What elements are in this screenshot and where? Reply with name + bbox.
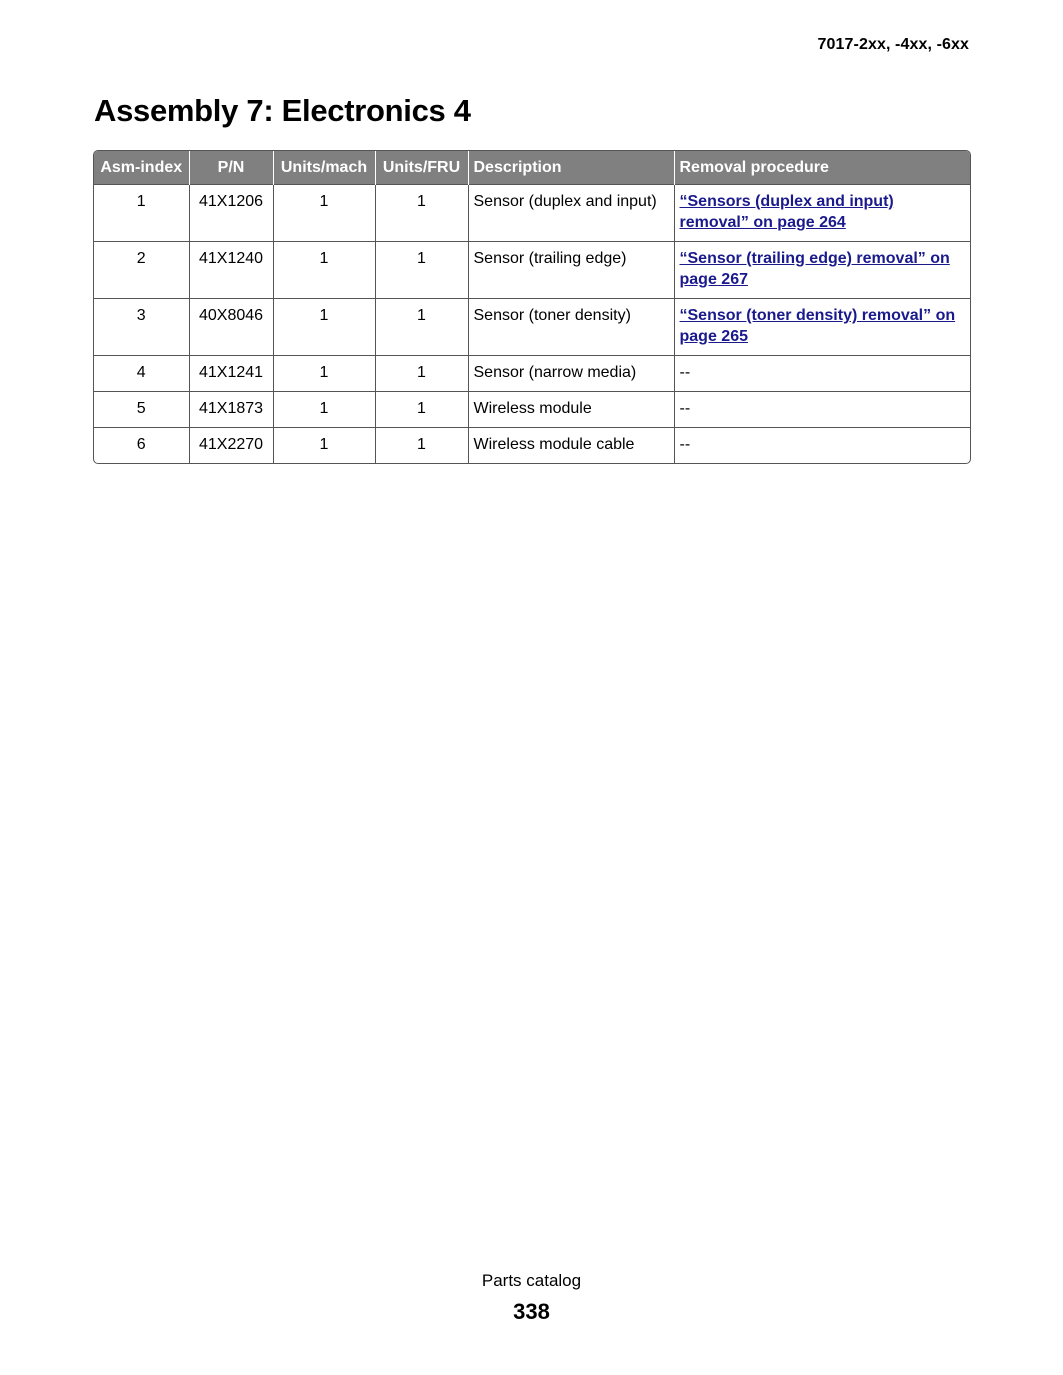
asm-index-cell: 1 bbox=[94, 185, 189, 242]
removal-procedure-link[interactable] bbox=[680, 307, 956, 345]
column-header-removal-procedure: Removal procedure bbox=[674, 151, 970, 185]
units-mach-cell: 1 bbox=[273, 185, 375, 242]
asm-index-cell: 2 bbox=[94, 242, 189, 299]
units-fru-cell: 1 bbox=[375, 356, 468, 392]
table-body bbox=[94, 185, 970, 464]
units-mach-cell: 1 bbox=[273, 242, 375, 299]
link-text-line-1: “Sensor (trailing edge) removal” on bbox=[679, 250, 950, 267]
removal-procedure-cell bbox=[674, 242, 970, 299]
column-header-pn: P/N bbox=[189, 151, 273, 185]
units-fru-cell: 1 bbox=[375, 185, 468, 242]
link-text-line-2: removal” on page 264 bbox=[679, 214, 846, 231]
description-cell: Sensor (toner density) bbox=[468, 299, 674, 356]
removal-procedure-cell: -- bbox=[674, 392, 970, 428]
link-text-line-1: “Sensors (duplex and input) bbox=[679, 193, 894, 210]
table-row bbox=[94, 392, 970, 428]
footer-section-title: Parts catalog bbox=[481, 1271, 582, 1290]
removal-procedure-cell: -- bbox=[674, 356, 970, 392]
part-number-cell: 41X1873 bbox=[189, 392, 273, 428]
units-fru-cell: 1 bbox=[375, 428, 468, 464]
asm-index-cell: 4 bbox=[94, 356, 189, 392]
link-text-line-2: page 267 bbox=[679, 271, 748, 288]
table-header bbox=[94, 151, 970, 185]
units-mach-cell: 1 bbox=[273, 356, 375, 392]
removal-procedure-cell bbox=[674, 299, 970, 356]
description-cell: Sensor (trailing edge) bbox=[468, 242, 674, 299]
asm-index-cell: 6 bbox=[94, 428, 189, 464]
description-cell: Sensor (duplex and input) bbox=[468, 185, 674, 242]
footer-page-number: 338 bbox=[513, 1299, 550, 1324]
table-row bbox=[94, 428, 970, 464]
units-mach-cell: 1 bbox=[273, 428, 375, 464]
table-row bbox=[94, 299, 970, 356]
units-mach-cell: 1 bbox=[273, 299, 375, 356]
table-row bbox=[94, 356, 970, 392]
units-fru-cell: 1 bbox=[375, 299, 468, 356]
table-row bbox=[94, 242, 970, 299]
parts-table-container bbox=[93, 150, 971, 464]
column-header-description: Description bbox=[468, 151, 674, 185]
description-cell: Wireless module bbox=[468, 392, 674, 428]
removal-procedure-cell bbox=[674, 185, 970, 242]
part-number-cell: 41X1206 bbox=[189, 185, 273, 242]
column-header-units-mach: Units/mach bbox=[273, 151, 375, 185]
column-header-units-fru: Units/FRU bbox=[375, 151, 468, 185]
parts-table bbox=[94, 151, 970, 463]
part-number-cell: 41X2270 bbox=[189, 428, 273, 464]
part-number-cell: 41X1241 bbox=[189, 356, 273, 392]
table-row bbox=[94, 185, 970, 242]
units-fru-cell: 1 bbox=[375, 242, 468, 299]
table-header-row bbox=[94, 151, 970, 185]
document-code: 7017-2xx, -4xx, -6xx bbox=[817, 36, 969, 53]
units-mach-cell: 1 bbox=[273, 392, 375, 428]
description-cell: Wireless module cable bbox=[468, 428, 674, 464]
column-header-asm-index: Asm-index bbox=[94, 151, 189, 185]
removal-procedure-link[interactable] bbox=[680, 250, 950, 288]
part-number-cell: 40X8046 bbox=[189, 299, 273, 356]
description-cell: Sensor (narrow media) bbox=[468, 356, 674, 392]
link-text-line-2: page 265 bbox=[679, 328, 748, 345]
asm-index-cell: 5 bbox=[94, 392, 189, 428]
asm-index-cell: 3 bbox=[94, 299, 189, 356]
link-text-line-1: “Sensor (toner density) removal” on bbox=[679, 307, 956, 324]
units-fru-cell: 1 bbox=[375, 392, 468, 428]
part-number-cell: 41X1240 bbox=[189, 242, 273, 299]
removal-procedure-link[interactable] bbox=[680, 193, 894, 231]
removal-procedure-cell: -- bbox=[674, 428, 970, 464]
page-title: Assembly 7: Electronics 4 bbox=[94, 93, 471, 128]
